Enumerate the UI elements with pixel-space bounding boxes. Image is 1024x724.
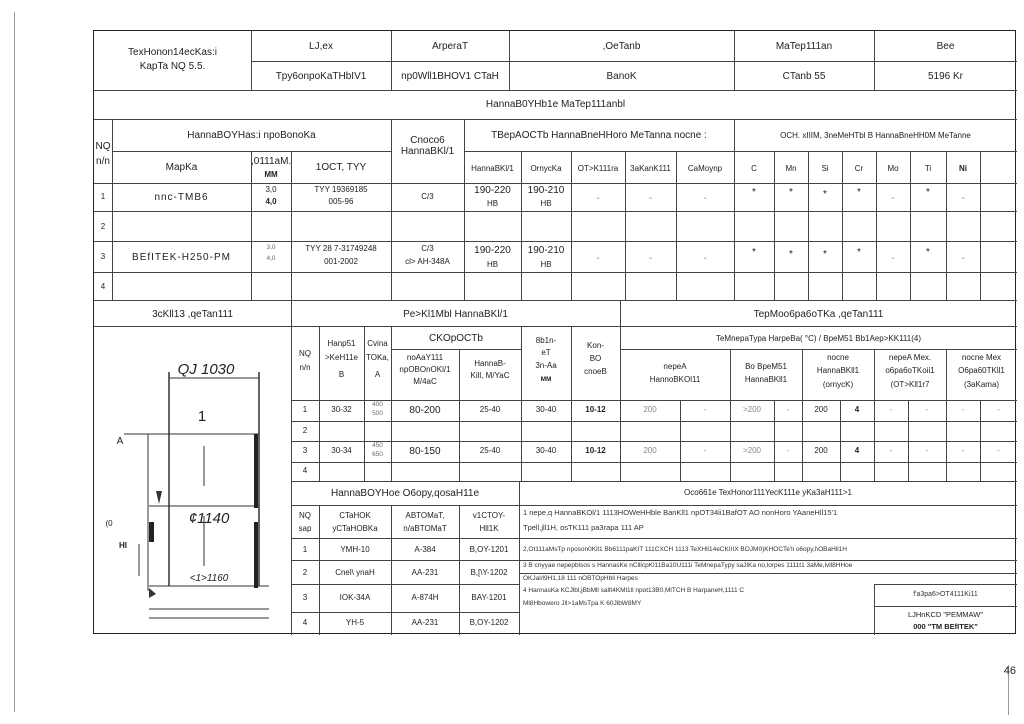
equip-automat-header: ABTOMaT, (405, 511, 445, 520)
equip-sap-header: sap (298, 524, 312, 533)
chem-col-cr: Cr (854, 164, 864, 173)
note-4-cont: Ml8Hbowero Jll>1aMsTpa K 60JlbW8MY (523, 600, 642, 607)
modes-speed-header: CKOpOCTb (429, 333, 483, 344)
modes-current-header: Cvina (367, 339, 388, 348)
company-name: 000 "TM BEfITEK" (913, 622, 978, 631)
material-label: MaTep111an (775, 41, 833, 52)
thermo-after-machining-3: (3aKama) (963, 380, 1000, 389)
note-3-cont: OKJal/l9H1,18 111 nOBTOpHbli Harpes (523, 575, 638, 582)
sketch-note-label: (0 (105, 519, 113, 528)
materials-section-title: HannaB0YHb1e MaTep111anbl (485, 99, 626, 110)
modes-stickout-header: 8b1n- (535, 336, 557, 345)
mat-grade-header: MapKa (165, 162, 198, 173)
thermo-temp-header: TeMnepaTypa HarpeBa( °C) / BpeM51 Bb1Aep>KK111(4) (715, 334, 921, 343)
equip-machine-header-2: yCTaHOBKa (332, 524, 378, 533)
modes-voltage-unit: B (338, 370, 345, 379)
part-label: ,OeTanb (602, 41, 641, 52)
material-value: CTanb 55 (782, 71, 826, 82)
dimension-1160: <1>1160 (189, 573, 229, 584)
modes-feed-speed-header: noAaY111 (406, 353, 444, 362)
unit-label: ArperaT (431, 41, 469, 52)
mat-name-header: HannaBOYHas:i npoBonoKa (187, 130, 316, 141)
surface-hi-label: HI (119, 541, 127, 550)
thermo-during-welding-2: HannaBKll1 (744, 375, 788, 384)
mat-nq-header: NQ (95, 141, 111, 152)
modes-current-header-2: TOKa, (366, 353, 389, 362)
note-3: 3 B cnyyae nepepblsos s HannasKe nClllcpKl11Ba10U111i TeMnepaTypy saJlKa no,lorpes 1111t1 3aMe,lvll8HHoe (523, 562, 853, 569)
mat-hardness-header: TBepAOCTb HannaBneHHoro MeTanna nocne : (491, 130, 707, 141)
dimension-1030: QJ 1030 (177, 361, 235, 378)
chem-col-mn: Mn (785, 164, 797, 173)
workshop-label: LJ,ex (309, 41, 333, 52)
part-value: BanoK (606, 71, 637, 82)
page-number: 46 (1003, 665, 1016, 677)
equip-section-title: HannaBOYHoe O6opy,qosaH11e (330, 488, 480, 499)
mat-chem-header: OCH. xIIIM, 3neMeHTbl B HannaBneHH0M MeTanne (780, 131, 971, 140)
modes-layers-header-2: BO (589, 354, 602, 363)
mat-diameter-header: ,0111aM. (251, 156, 292, 167)
thermo-before-machining-2: o6pa6oTKoii1 (885, 366, 935, 375)
modes-voltage-header: Hanp51 (327, 339, 356, 348)
thermo-before-welding-2: HannoBKOl11 (649, 375, 701, 384)
note-4: 4 HannasKa KCJlbl,jBbMll sallt4KMl1ll npot13B0,MlTCH B HarpaneH,1111 C (523, 587, 745, 594)
modes-section-title: Pe>Kl1Mbl HannaBKl/1 (403, 309, 508, 320)
developer-org: LJHnKCD "PEMMAW" (907, 610, 984, 619)
mat-diameter-unit: MM (264, 170, 278, 179)
modes-weld-speed-header: HannaB- (474, 359, 506, 368)
note-1: 1 nepe,q HannaBKOl/1 1113HOWeHHble BanKll1 npOT34ii1BafOT AO nonHoro YAaneHll15'1 (523, 508, 838, 517)
modes-layers-header-3: cnoeB (584, 367, 607, 376)
sketch-zone-1: 1 (197, 408, 207, 425)
note-1-cont: Tpell,jll1H, osTK111 pa3rapa 111 AP (523, 523, 644, 532)
thermo-after-welding: nocne (827, 353, 849, 362)
modes-stickout-header-3: 3n-Aa (535, 361, 557, 370)
equip-source-header-2: Hll1K (479, 524, 499, 533)
chem-col-mo: Mo (887, 164, 899, 173)
hardness-col-tempering: OrnycKa (530, 164, 562, 173)
mat-standard-header: 1OCT, TYY (315, 162, 367, 173)
modes-current-unit: A (374, 370, 381, 379)
equip-machine-header: CTaHOK (339, 511, 371, 520)
workshop-value: Tpy6onpoKaTHbIV1 (275, 71, 367, 82)
equip-source-header: v1CTOY- (472, 511, 506, 520)
hardness-col-quenching: 3aKanK111 (630, 164, 671, 173)
hardness-col-welding: HannaBKl/1 (471, 164, 514, 173)
modes-voltage-header-2: >KeH11e (325, 353, 358, 362)
modes-feed-speed-header-2: npOBOnOKl/1 (399, 365, 451, 374)
modes-nn-header: n/n (299, 363, 311, 372)
thermo-before-machining-3: (OT>Kll1r7 (890, 380, 930, 389)
dimension-1140: ¢1140 (188, 510, 230, 527)
datum-a-label: A (116, 436, 124, 447)
equip-nq-header: NQ (299, 511, 311, 520)
thermo-before-machining: nepeA Mex. (888, 353, 932, 362)
weight-value: 5196 Kr (927, 71, 964, 82)
modes-feed-speed-unit: M/4aC (413, 377, 437, 386)
hardness-col-annealing: OT>K111ra (577, 164, 619, 173)
chem-col-ni: Ni (959, 164, 967, 173)
modes-weld-speed-unit: Kill, M/YaC (470, 371, 510, 380)
modes-layers-header: Kon- (587, 341, 604, 350)
thermo-after-welding-2: HannaBKll1 (816, 366, 860, 375)
hardness-col-selfhardening: CaMoynp (687, 164, 723, 173)
thermo-after-machining: nocne Mex (961, 353, 1002, 362)
equip-automat-header-2: n/aBTOMaT (403, 524, 447, 533)
modes-nq-header: NQ (299, 349, 311, 358)
doc-title: TexHonon14ecKas:i (128, 47, 217, 58)
sketch-section-title: 3cKll13 ,qeTan111 (152, 309, 233, 320)
chem-col-ti: Ti (924, 164, 932, 173)
developer-label: f'a3pa6>OT4111Ki11 (913, 591, 978, 598)
modes-stickout-unit: MM (540, 376, 552, 383)
chem-col-si: Si (821, 164, 829, 173)
note-2: 2,Ot111aMsTp nposon0Kll1 Bb6111paKIT 111CXCH 1113 TeXHll14eCKIIIX BOJM0)KHOCTe'li o6opy,l\OBaHll1H (523, 546, 847, 553)
chem-col-c: C (751, 164, 757, 173)
modes-stickout-header-2: eT (541, 348, 551, 357)
thermo-before-welding: nepeA (663, 362, 687, 371)
mat-nn-header: n/n (96, 156, 110, 167)
doc-number: KapTa NQ 5.5. (139, 61, 206, 72)
unit-value: np0Wll1BHOV1 CTaH (401, 71, 499, 82)
thermo-during-welding: Bo BpeM51 (745, 362, 787, 371)
thermo-after-welding-3: (ornycK) (822, 380, 854, 389)
weight-label: Bee (936, 41, 955, 52)
thermo-section-title: TepMoo6pa6oTKa ,qeTan111 (753, 309, 884, 320)
notes-section-title: Oco661e TexHonor111YecK111e yKa3aH111>1 (684, 488, 852, 497)
thermo-after-machining-2: O6pa60TKll1 (958, 366, 1005, 375)
mat-method-header: Cnoco6 HannaBKl/1 (400, 135, 455, 157)
process-chart-sheet: TexHonon14ecKas:i KapTa NQ 5.5. LJ,ex ArperaT ,OeTanb MaTep111an Bee Tpy6onpoKaTHbIV1 np0Wll1BHOV1 CTaH BanoK CTanb 55 5196 Kr HannaB0YHb1e MaTep111anbl NQ n/n HannaBOYHas:i npoBonoKa MapKa ,0111aM. MM 1OCT, TYY Cnoco6 HannaBKl/1 TBepAOCTb HannaBneHHoro MeTanna nocne : HannaBKl/1 OrnycKa OT>K111ra 3aKanK111 CaMoynp OCH. xIIIM, 3neMeHTbl B HannaBneHH0M MeTanne C Mn Si Cr Mo Ti Ni 1 nnc-TMB6 3,0 4,0 TYY 19369185 005-96 C/3 190-220 HB 190-210 HB - - - * * * * - * - 2 3 BEfITEK-H250-PM 3,0 4,0 TYY 28 7-31749248 001-2002 C/3 cl> AH-348A 190-220 HB 190-210 HB - - - * * * * - * - 4 3cKll13 ,qeTan111 Pe>Kl1Mbl HannaBKl/1 TepMoo6pa6oTKa ,qeTan111 QJ 1030 ¢1140 <1>1160 A HI (0 1 NQ n/n Hanp51 >KeH11e B Cvina TOKa, A CKOpOCTb noAaY111 npOBOnOKl/1 M/4aC HannaB- Kill, M/YaC 8b1n- eT 3n-Aa MM Kon- BO cnoeB 1 30-32 400 500 80-200 25-40 30-40 10-12 2 3 30-34 450 650 80-150 25-40 30-40 10-12 4 TeMnepaTypa HarpeBa( °C) / BpeM51 Bb1Aep>KK111(4) nepeA HannoBKOl11 Bo BpeM51 HannaBKll1 nocne HannaBKll1 (ornycK) nepeA Mex. o6pa6oTKoii1 (OT>Kll1r7 nocne Mex O6pa60TKll1 (3aKama) 200 - >200 - 200 4 - - - - 200 - >200 - 200 4 - - - - HannaBOYHoe O6opy,qosaH11e NQ sap CTaHOK yCTaHOBKa ABTOMaT, n/aBTOMaT v1CTOY- Hll1K 1 YMH-10 A-384 B,OY-1201 2 Cnel\ ynaH AA-231 B,[\Y-1202 3 IOK-34A A-874H BAY-1201 4 YH-5 AA-231 B,OY-1202 Oco661e TexHonor111YecK111e yKa3aH111>1 1 nepe,q HannaBKOl/1 1113HOWeHHble BanKll1 npOT34ii1BafOT AO nonHoro YAaneHll15'1 Tpell,jll1H, osTK111 pa3rapa 111 AP 2,Ot111aMsTp nposon0Kll1 Bb6111paKIT 111CXCH 1113 TeXHll14eCKIIIX BOJM0)KHOCTe'li o6opy,l\OBaHll1H 3 B cnyyae nepepblsos s HannasKe nClllcpKl11Ba10U111i TeMnepaTypy saJlKa no,lorpes 1111t1 3aMe,lvll8HHoe OKJal/l9H1,18 111 nOBTOpHbli Harpes 4 HannasKa KCJlbl,jBbMll sallt4KMl1ll npot13B0,MlTCH B HarpaneH,1111 C Ml8Hbowero Jll>1aMsTpa K 60JlbW8MY f'a3pa6>OT4111Ki11 LJHnKCD "PEMMAW" 000 "TM BEfITEK" (93, 30, 1016, 634)
